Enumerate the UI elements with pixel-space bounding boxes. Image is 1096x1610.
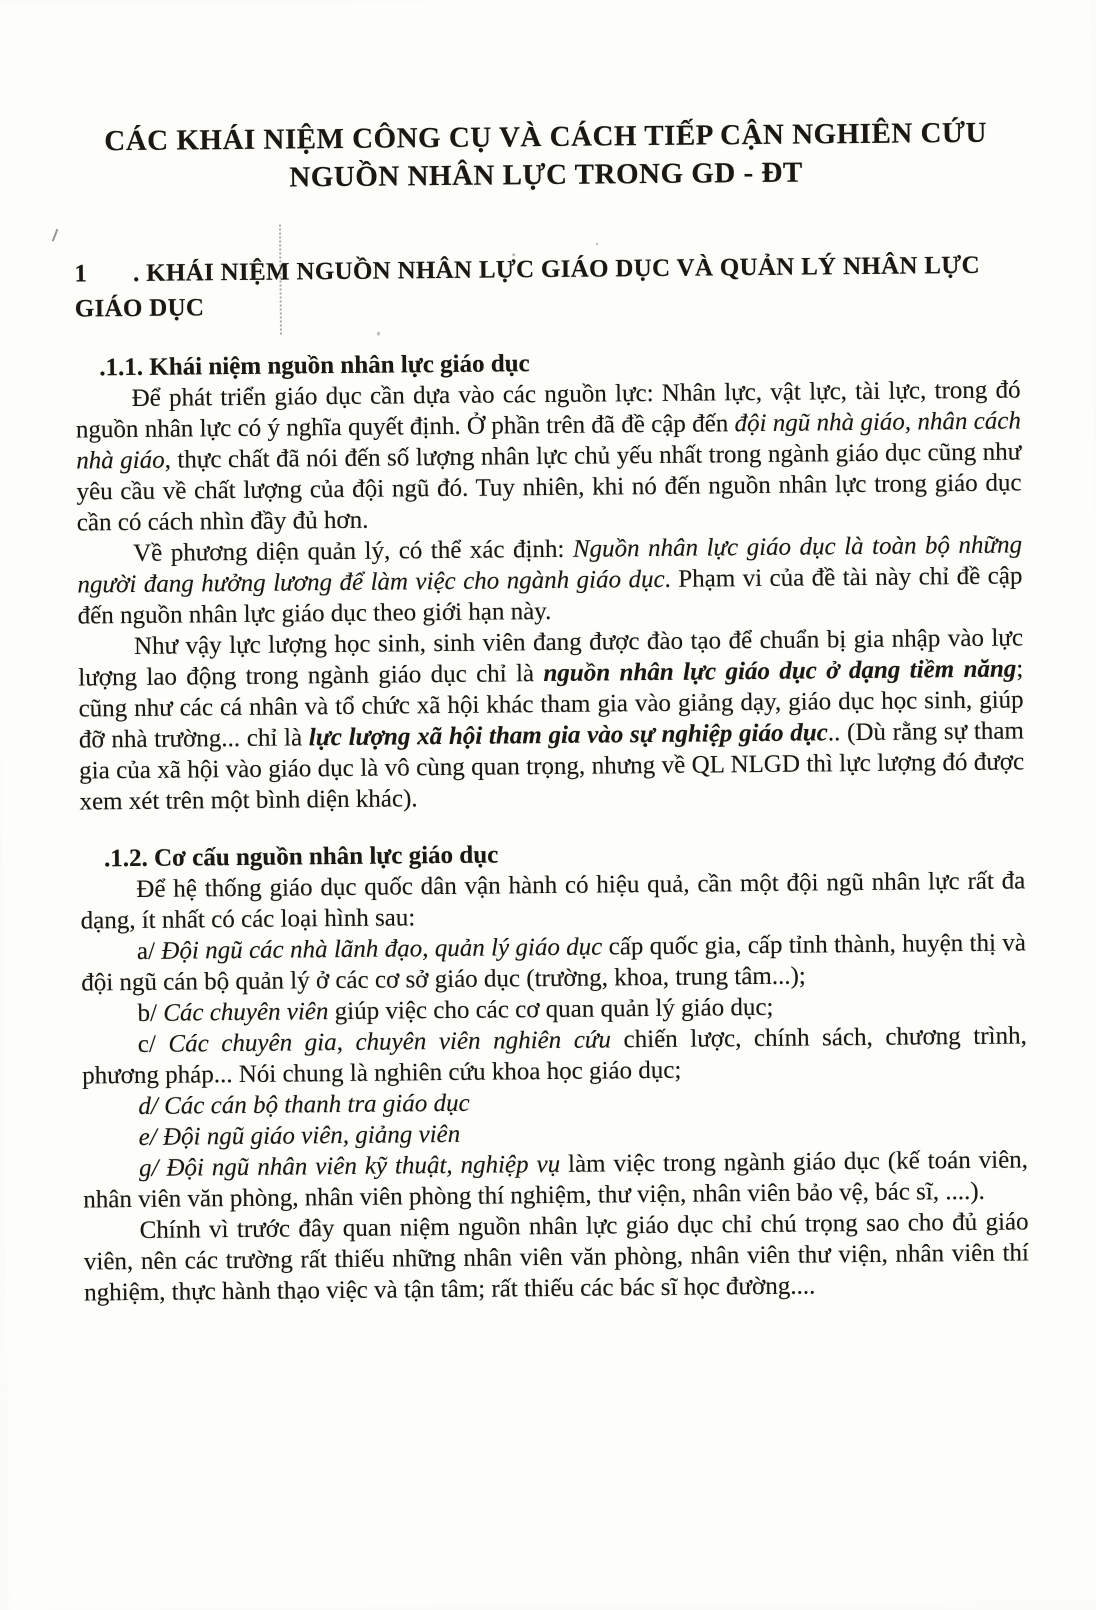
text-run: .1.2. Cơ cấu nguồn nhân lực giáo dục — [103, 841, 499, 873]
scan-artifact-speck — [512, 253, 515, 256]
text-run: Để hệ thống giáo dục quốc dân vận hành có hiệu quả, cần một đội ngũ nhân lực rất đa dạng, ít nhất có các loại hình sau: — [80, 867, 1026, 935]
paragraph — [83, 1206, 1029, 1308]
paragraph — [83, 1144, 1029, 1215]
paragraph — [78, 622, 1025, 817]
text-run: g/ Đội ngũ nhân viên kỹ thuật, nghiệp vụ — [138, 1150, 561, 1182]
text-run: lực lượng xã hội tham gia vào sự nghiệp giáo dục — [308, 719, 828, 752]
text-run: cấp quốc gia, cấp tỉnh thành, huyện thị và đội ngũ cán bộ quản lý ở các cơ sở giáo dục (trường, khoa, trung tâm...); — [81, 929, 1027, 997]
document-content — [74, 247, 1029, 1308]
text-run: . Phạm vi của đề tài này chỉ đề cập đến nguồn nhân lực giáo dục theo giới hạn này. — [77, 562, 1023, 630]
text-run: Về phương diện quản lý, có thể xác định: — [132, 535, 573, 567]
paragraph — [80, 865, 1026, 936]
paragraph — [75, 374, 1021, 538]
text-run: Các chuyên viên — [163, 998, 329, 1027]
text-run: b/ — [137, 999, 164, 1027]
text-run: đội ngũ nhà giáo, nhân cách nhà giáo — [76, 407, 1022, 475]
text-run: .. (Dù rằng sự tham gia của xã hội vào giáo dục là vô cùng quan trọng, nhưng về QL NLGD thì lực lượng đó được xem xét trên một bình diện khác). — [79, 717, 1025, 816]
text-run: d/ Các cán bộ thanh tra giáo dục — [138, 1089, 470, 1120]
document-title-line-2: NGUỒN NHÂN LỰC TRONG GD - ĐT — [289, 156, 803, 194]
scan-artifact-speck — [596, 243, 598, 246]
paragraph — [77, 529, 1023, 631]
text-run: Đội ngũ các nhà lãnh đạo, quản lý giáo dục — [161, 933, 603, 965]
scan-artifact-tick — [52, 229, 59, 242]
scan-artifact-speck — [377, 332, 380, 336]
text-run: a/ — [136, 937, 162, 965]
document-title — [73, 113, 1019, 198]
text-run: Chính vì trước đây quan niệm nguồn nhân lực giáo dục chỉ chú trọng sao cho đủ giáo viên, nên các trường rất thiếu những nhân viên văn phòng, nhân viên thư viện, nhân viên thí nghiệm, thực hành thạo việc và tận tâm; rất thiếu các bác sĩ học đường.... — [83, 1208, 1029, 1307]
document-title-line-1: CÁC KHÁI NIỆM CÔNG CỤ VÀ CÁCH TIẾP CẬN NGHIÊN CỨU — [104, 116, 988, 158]
paragraph — [82, 1020, 1028, 1091]
text-run: Như vậy lực lượng học sinh, sinh viên đang được đào tạo để chuẩn bị gia nhập vào lực lượng lao động trong ngành giáo dục chỉ là — [78, 624, 1024, 692]
text-run: giúp việc cho các cơ quan quản lý giáo dục; — [328, 993, 774, 1026]
text-run: chiến lược, chính sách, chương trình, phương pháp... Nói chung là nghiên cứu khoa học giáo dục; — [81, 1022, 1027, 1090]
text-run: làm việc trong ngành giáo dục (kế toán viên, nhân viên văn phòng, nhân viên phòng thí nghiệm, thư viện, nhân viên bảo vệ, bác sĩ, ....). — [83, 1146, 1029, 1214]
text-run: nguồn nhân lực giáo dục ở dạng tiềm năng — [543, 655, 1017, 688]
text-run: Để phát triển giáo dục cần dựa vào các nguồn lực: Nhân lực, vật lực, tài lực, trong đó nguồn nhân lực có ý nghĩa quyết định. Ở phần trên đã đề cập đến — [75, 376, 1021, 444]
text-run: .1.1. Khái niệm nguồn nhân lực giáo dục — [99, 350, 530, 382]
text-run: ; cũng như các cá nhân và tổ chức xã hội khác tham gia vào giảng dạy, giáo dục học sinh, giúp đỡ nhà trường... chỉ là — [78, 655, 1024, 754]
text-run: c/ — [137, 1030, 169, 1058]
text-run: , thực chất đã nói đến số lượng nhân lực chủ yếu nhất trong ngành giáo dục cũng như yêu cầu về chất lượng của đội ngũ đó. Tuy nhiên, khi nó đến nguồn nhân lực trong giáo dục cần có cách nhìn đầy đủ hơn. — [76, 438, 1022, 537]
text-run: Các chuyên gia, chuyên viên nghiên cứu — [168, 1026, 612, 1058]
text-run: 1 . KHÁI NIỆM NGUỒN NHÂN LỰC GIÁO DỤC VÀ QUẢN LÝ NHÂN LỰC GIÁO DỤC — [74, 251, 987, 323]
section-heading — [74, 247, 1020, 326]
text-run: Nguồn nhân lực giáo dục là toàn bộ những người đang hưởng lương để làm việc cho ngành giáo dục — [77, 531, 1023, 599]
paragraph — [81, 927, 1027, 998]
text-run: e/ Đội ngũ giáo viên, giảng viên — [138, 1120, 461, 1151]
